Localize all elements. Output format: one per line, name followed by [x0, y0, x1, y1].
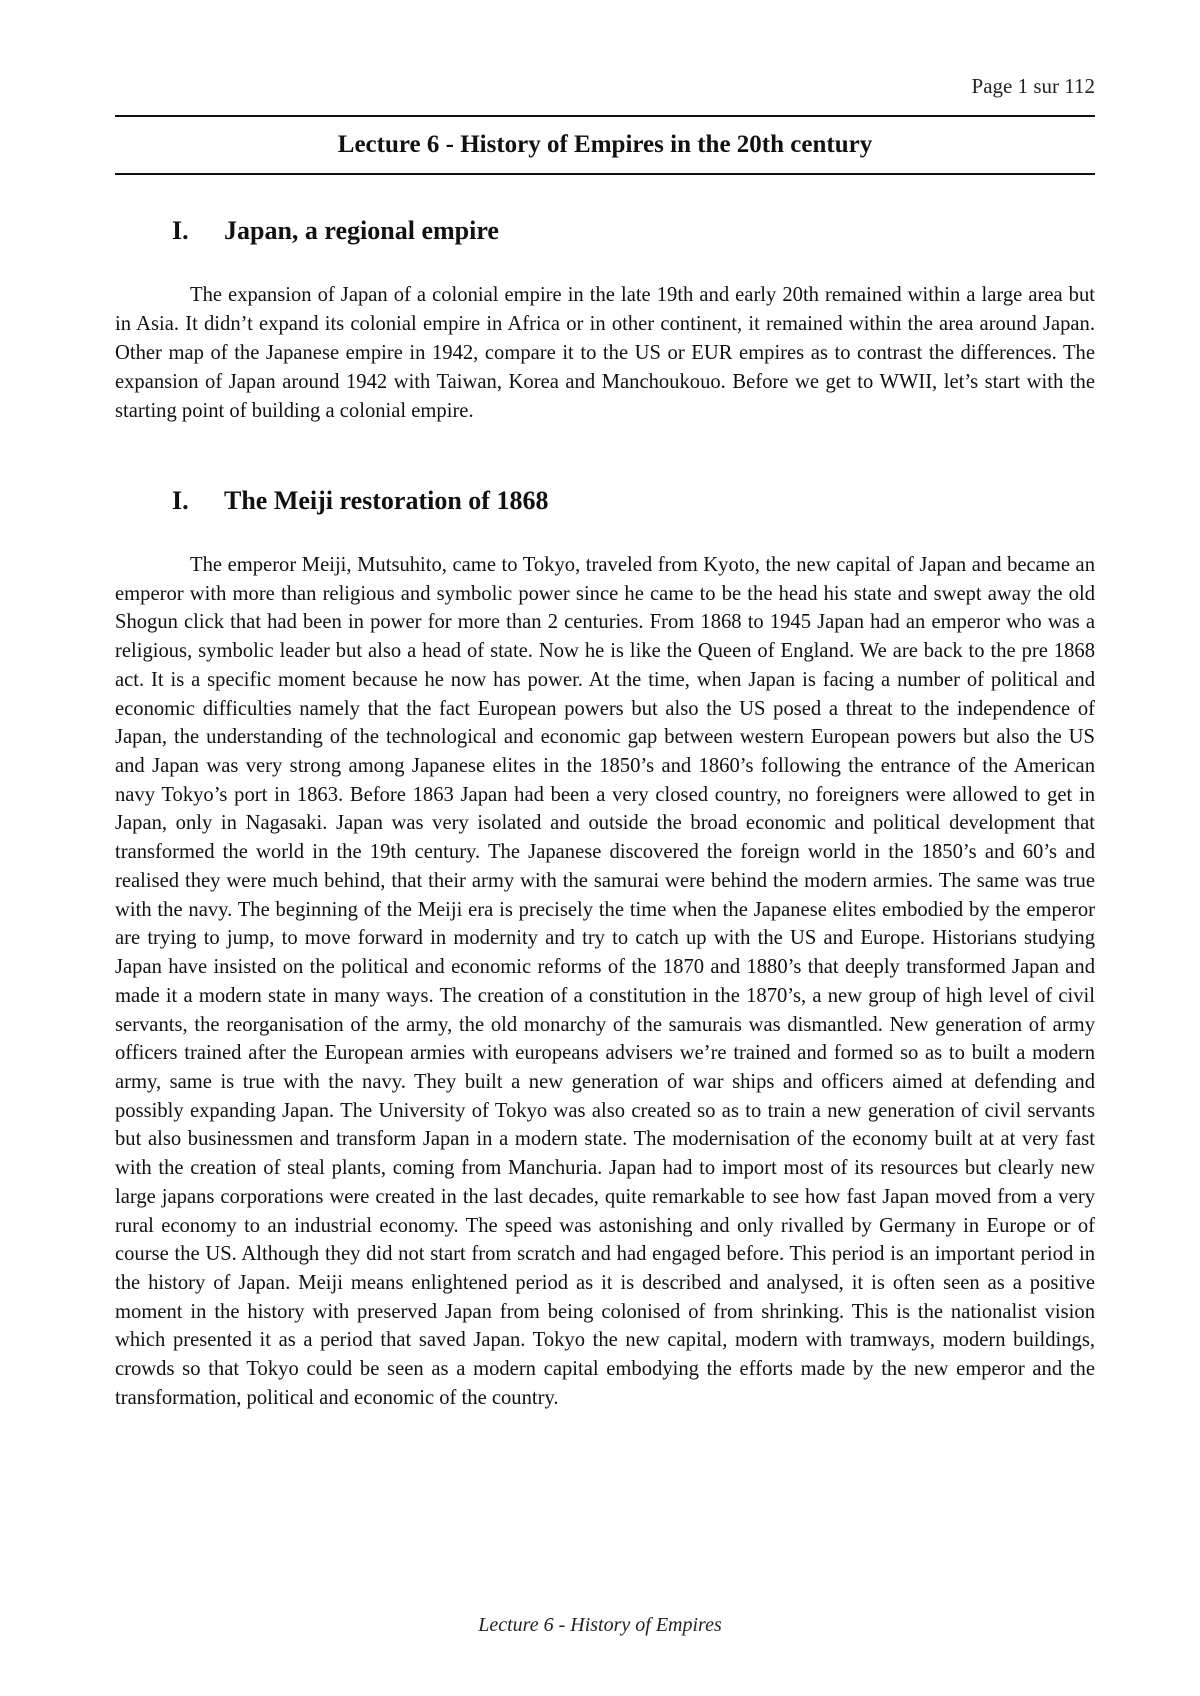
document-title: Lecture 6 - History of Empires in the 20th century — [337, 131, 873, 158]
page-footer: Lecture 6 - History of Empires — [478, 1614, 722, 1636]
section-paragraph-japan-regional-empire: The expansion of Japan of a colonial empire in the late 19th and early 20th remained within a large area but in Asia. It didn’t expand its colonial empire in Africa or in other continent, it remained within the area around Japan. Other map of the Japanese empire in 1942, compare it to the US or EUR empires as to contrast the differences. The expansion of Japan around 1942 with Taiwan, Korea and Manchoukouo. Before we get to WWII, let’s start with the starting point of building a colonial empire. — [115, 284, 1095, 422]
section-paragraph-meiji-restoration: The emperor Meiji, Mutsuhito, came to Tokyo, traveled from Kyoto, the new capital of Japan and became an emperor with more than religious and symbolic power since he came to be the head his state and swept away the old Shogun click that had been in power for more than 2 centuries. From 1868 to 1945 Japan had an emperor who was a religious, symbolic leader but also a head of state. Now he is like the Queen of England. We are back to the pre 1868 act. It is a specific moment because he now has power. At the time, when Japan is facing a number of political and economic difficulties namely that the fact European powers but also the US posed a threat to the independence of Japan, the understanding of the technological and economic gap between western European powers but also the US and Japan was very strong among Japanese elites in the 1850’s and 1860’s following the entrance of the American navy Tokyo’s port in 1863. Before 1863 Japan had been a very closed country, no foreigners were allowed to get in Japan, only in Nagasaki. Japan was very isolated and outside the broad economic and political development that transformed the world in the 19th century. The Japanese discovered the foreign world in the 1850’s and 60’s and realised they were much behind, that their army with the samurai were behind the modern armies. The same was true with the navy. The beginning of the Meiji era is precisely the time when the Japanese elites embodied by the emperor are trying to jump, to move forward in modernity and try to catch up with the US and Europe. Historians studying Japan have insisted on the political and economic reforms of the 1870 and 1880’s that deeply transformed Japan and made it a modern state in many ways. The creation of a constitution in the 1870’s, a new group of high level of civil servants, the reorganisation of the army, the old monarchy of the samurais was dismantled. New generation of army officers trained after the European armies with europeans advisers we’re trained and formed so as to built a modern army, same is true with the navy. They built a new generation of war ships and officers aimed at defending and possibly expanding Japan. The University of Tokyo was also created so as to train a new generation of civil servants but also businessmen and transform Japan in a modern state. The modernisation of the economy built at at very fast with the creation of steal plants, coming from Manchuria. Japan had to import most of its resources but clearly new large japans corporations were created in the last decades, quite remarkable to see how fast Japan moved from a very rural economy to an industrial economy. The speed was astonishing and only rivalled by Germany in Europe or of course the US. Although they did not start from scratch and had engaged before. This period is an important period in the history of Japan. Meiji means enlightened period as it is described and analysed, it is often seen as a positive moment in the history with preserved Japan from being colonised of from shrinking. This is the nationalist vision which presented it as a period that saved Japan. Tokyo the new capital, modern with tramways, modern buildings, crowds so that Tokyo could be seen as a modern capital embodying the efforts made by the new emperor and the transformation, political and economic of the country. — [115, 554, 1095, 1409]
section-title: The Meiji restoration of 1868 — [224, 486, 549, 515]
title-bottom-rule — [115, 173, 1095, 175]
section-heading-meiji-restoration — [172, 484, 548, 518]
section-number: I. — [172, 486, 189, 515]
section-number: I. — [172, 216, 189, 245]
title-top-rule — [115, 115, 1095, 117]
section-title: Japan, a regional empire — [224, 216, 499, 245]
section-heading-japan-regional-empire — [172, 214, 499, 248]
page-number: Page 1 sur 112 — [971, 74, 1095, 98]
